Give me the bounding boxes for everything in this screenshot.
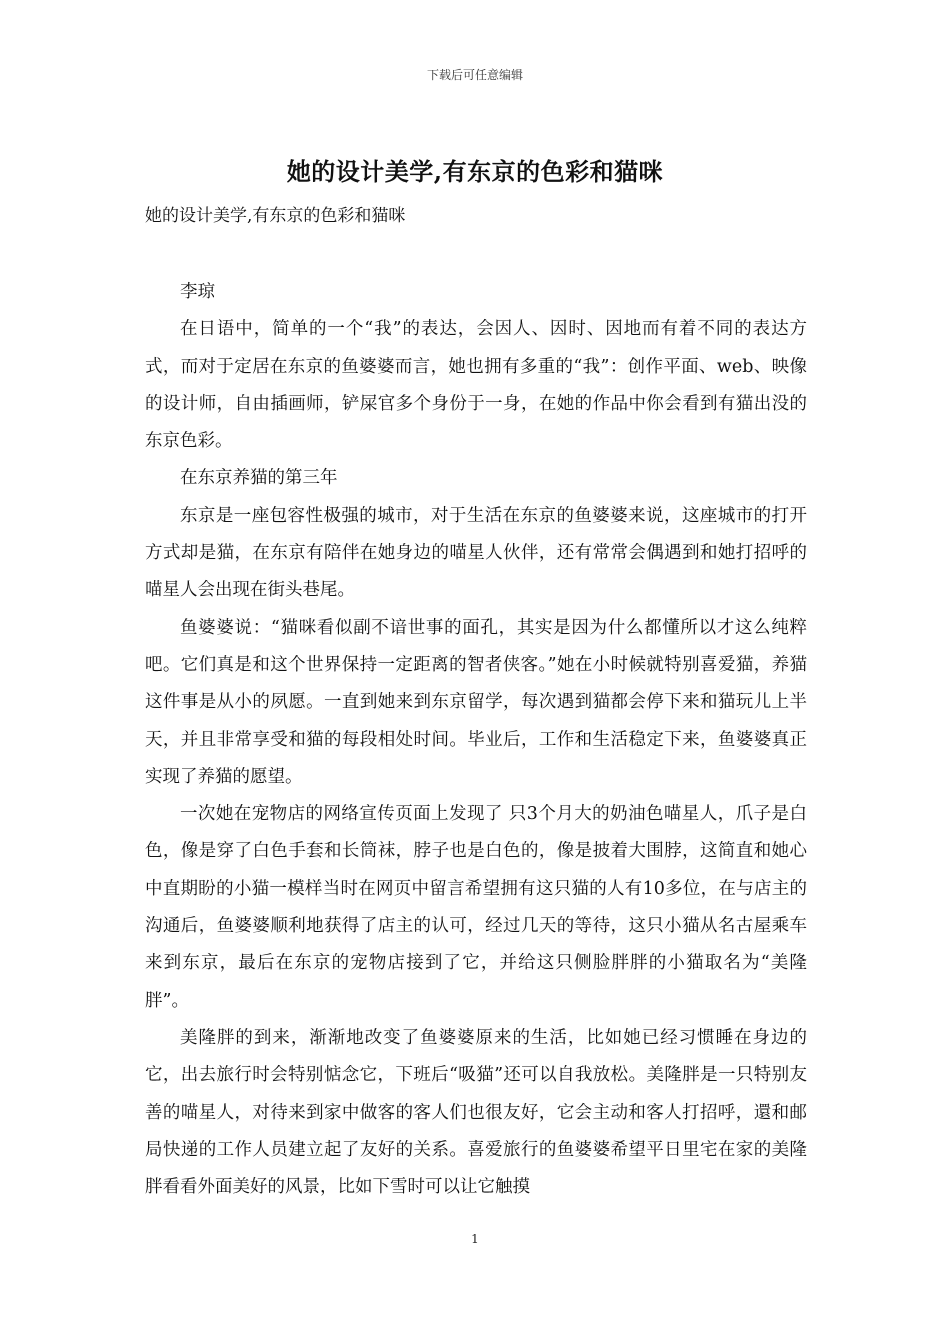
subtitle: 她的设计美学,有东京的色彩和猫咪 [145, 206, 406, 226]
author-line: 李琼 [180, 282, 215, 302]
paragraph: 在日语中，简单的一个“我”的表达，会因人、因时、因地而有着不同的表达方式，而对于定居在东京的鱼婆婆而言，她也拥有多重的“我”：创作平面、web、映像的设计师，自由插画师，铲屎官多个身份于一身，在她的作品中你会看到有猫出没的东京色彩。 [145, 319, 807, 452]
page-number: 1 [471, 1232, 479, 1246]
header-note: 下载后可任意编辑 [426, 68, 523, 82]
page-title: 她的设计美学,有东京的色彩和猫咪 [286, 157, 664, 186]
paragraph: 美隆胖的到来，渐渐地改变了鱼婆婆原来的生活，比如她已经习惯睡在身边的它，出去旅行时会特别惦念它，下班后“吸猫”还可以自我放松。美隆胖是一只特别友善的喵星人，对待来到家中做客的客人们也很友好，它会主动和客人打招呼，還和邮局快递的工作人员建立起了友好的关系。喜爱旅行的鱼婆婆希望平日里宅在家的美隆胖看看外面美好的风景，比如下雪时可以让它触摸 [145, 1027, 807, 1198]
paragraph: 东京是一座包容性极强的城市，对于生活在东京的鱼婆婆来说，这座城市的打开方式却是猫，在东京有陪伴在她身边的喵星人伙伴，还有常常会偶遇到和她打招呼的喵星人会出现在街头巷尾。 [145, 505, 807, 601]
paragraph: 一次她在宠物店的网络宣传页面上发现了 只3个月大的奶油色喵星人，爪子是白色，像是穿了白色手套和长筒袜，脖子也是白色的，像是披着大围脖，这简直和她心中直期盼的小猫一模样当时在网页中留言希望拥有这只猫的人有10多位，在与店主的沟通后，鱼婆婆顺利地获得了店主的认可，经过几天的等待，这只小猫从名古屋乘车来到东京，最后在东京的宠物店接到了它，并给这只侧脸胖胖的小猫取名为“美隆胖”。 [145, 804, 807, 1011]
paragraph: 鱼婆婆说：“猫咪看似副不谙世事的面孔，其实是因为什么都懂所以才这么纯粹吧。它们真是和这个世界保持一定距离的智者侠客。”她在小时候就特别喜爱猫，养猫这件事是从小的夙愿。一直到她来到东京留学，每次遇到猫都会停下来和猫玩儿上半天，并且非常享受和猫的每段相处时间。毕业后，工作和生活稳定下来，鱼婆婆真正实现了养猫的愿望。 [145, 617, 807, 787]
article-body [145, 274, 807, 1206]
section-heading: 在东京养猫的第三年 [180, 468, 338, 489]
